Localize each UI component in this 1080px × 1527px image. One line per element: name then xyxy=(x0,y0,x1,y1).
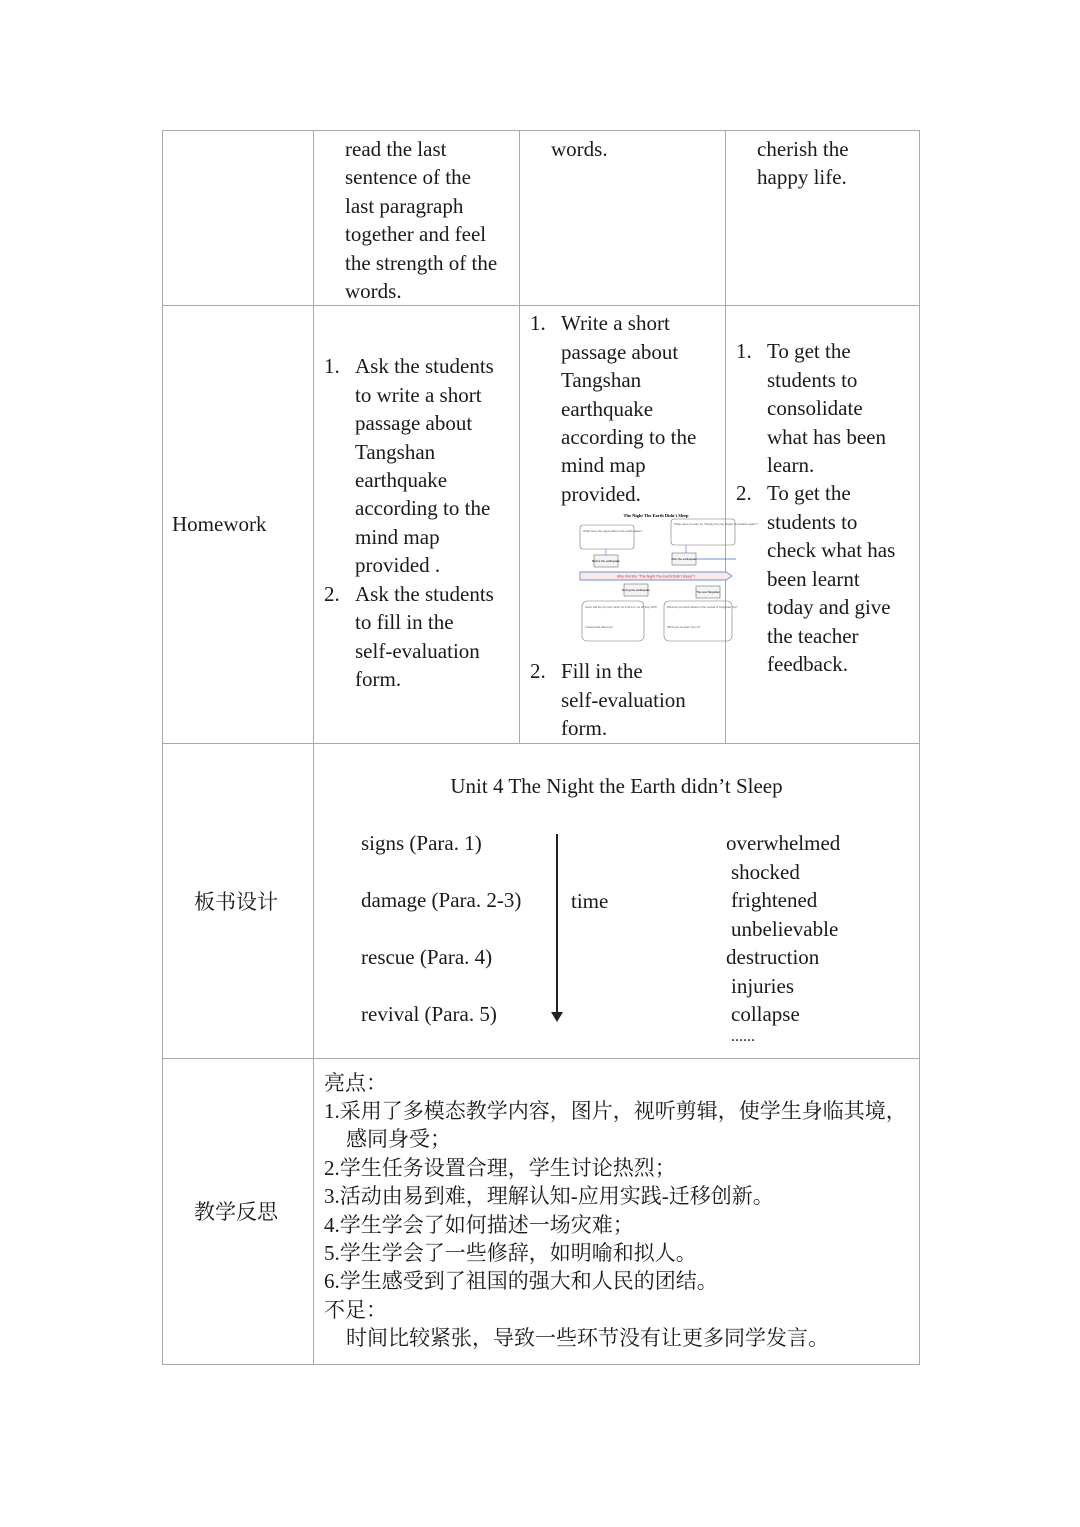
homework-label-cell xyxy=(163,306,314,743)
board-word: unbelievable xyxy=(731,916,839,941)
homework-student-cell xyxy=(520,306,759,743)
homework-student-block xyxy=(530,309,759,742)
shortcomings-heading: 不足： xyxy=(324,1297,387,1322)
board-word: overwhelmed xyxy=(726,830,841,855)
step-line: what has been xyxy=(767,424,886,449)
highlights-list xyxy=(324,1097,911,1296)
step-line: self-evaluation xyxy=(355,638,480,663)
board-word: frightened xyxy=(731,887,818,912)
step-number: 2. xyxy=(736,481,752,506)
purpose-cell xyxy=(726,131,920,306)
step-line: check what has xyxy=(767,538,896,563)
homework-purpose-cell xyxy=(726,306,920,743)
purpose-step xyxy=(736,337,913,479)
board-design-row xyxy=(163,743,920,1058)
student-step xyxy=(530,657,719,742)
purpose-text xyxy=(726,131,919,192)
highlight-item: 4.学生学会了如何描述一场灾难； xyxy=(324,1212,634,1237)
step-number: 1. xyxy=(324,354,340,379)
shortcoming-text: 时间比较紧张，导致一些环节没有让更多同学发言。 xyxy=(346,1326,829,1351)
step-line: to write a short xyxy=(355,382,482,407)
board-title: Unit 4 The Night the Earth didn’t Sleep xyxy=(450,773,783,798)
homework-row xyxy=(163,306,920,743)
mind-map-note-left-2: It lasted that afternoon xyxy=(585,625,613,630)
board-topic-signs: signs (Para. 1) xyxy=(361,830,482,855)
step-line: earthquake xyxy=(355,468,448,493)
board-word: shocked xyxy=(731,859,800,884)
text-line: words. xyxy=(345,279,402,304)
step-number: 1. xyxy=(736,339,752,364)
homework-teacher-list xyxy=(324,352,511,693)
text-line: cherish the xyxy=(757,137,849,161)
step-line: consolidate xyxy=(767,396,863,421)
step-line: students to xyxy=(767,509,858,534)
text-line: words. xyxy=(551,137,608,161)
step-line: students to xyxy=(767,367,858,392)
board-topic-revival: revival (Para. 5) xyxy=(361,1001,497,1026)
board-design-cell xyxy=(314,743,920,1058)
teacher-step xyxy=(324,580,511,694)
step-number: 2. xyxy=(324,581,340,606)
text-line: happy life. xyxy=(757,165,847,190)
step-line: according to the xyxy=(561,425,697,450)
board-topic-damage: damage (Para. 2-3) xyxy=(361,887,522,912)
continuation-row xyxy=(163,131,920,306)
text-line: the strength of the xyxy=(345,250,498,275)
reflection-cell xyxy=(314,1058,920,1364)
text-line: sentence of the xyxy=(345,165,471,190)
text-line: together and feel xyxy=(345,222,487,247)
highlight-item: 1.采用了多模态教学内容，图片，视听剪辑，使学生身临其境， xyxy=(324,1098,907,1123)
timeline-arrow-line xyxy=(556,834,558,1014)
reflection-content xyxy=(314,1059,919,1353)
mind-map-before: Before the earthquake xyxy=(592,559,620,564)
step-line: according to the xyxy=(355,496,491,521)
mind-map-during: During the earthquake xyxy=(622,588,650,593)
step-line: Ask the students xyxy=(355,354,494,379)
mind-map-banner-text: Why this title "The Night The Earth Didn't Sleep"? xyxy=(616,574,696,579)
student-activity-cell xyxy=(520,131,726,306)
step-line: to fill in the xyxy=(355,610,454,635)
mind-map-new-tangshan: The new Tangshan xyxy=(696,590,720,595)
board-label-cell xyxy=(163,743,314,1058)
step-line: form. xyxy=(355,666,402,691)
mind-map-image xyxy=(576,511,759,651)
homework-student-item-2 xyxy=(530,657,719,742)
student-activity-text xyxy=(520,131,725,163)
highlights-heading: 亮点： xyxy=(324,1070,387,1095)
highlight-item: 6.学生感受到了祖国的强大和人民的团结。 xyxy=(324,1269,718,1294)
step-line: passage about xyxy=(355,411,473,436)
step-line: passage about xyxy=(561,339,679,364)
highlight-item-continuation: 感同身受； xyxy=(346,1127,451,1152)
step-line: the teacher xyxy=(767,623,859,648)
step-line: self-evaluation xyxy=(561,687,686,712)
homework-purpose-list xyxy=(736,337,913,678)
step-line: To get the xyxy=(767,339,851,364)
board-design-label: 板书设计 xyxy=(194,889,278,914)
lesson-plan-table xyxy=(162,130,920,1365)
text-line: read the last xyxy=(345,137,447,161)
reflection-row xyxy=(163,1058,920,1364)
step-line: today and give xyxy=(767,595,891,620)
student-step xyxy=(530,309,719,508)
highlight-item: 5.学生学会了一些修辞，如明喻和拟人。 xyxy=(324,1240,697,1265)
step-line: Tangshan xyxy=(355,439,436,464)
step-line: earthquake xyxy=(561,396,654,421)
step-line: Fill in the xyxy=(561,659,643,684)
mind-map-question-signs: What were the signs before the earthquake? xyxy=(583,529,643,534)
board-word: collapse xyxy=(731,1001,800,1026)
mind-map-question-alive: What does it mean by "Slowly the city began to breathe again"? xyxy=(674,522,759,527)
timeline-arrow-head xyxy=(551,1012,563,1022)
mind-map-title: The Night The Earth Didn't Sleep xyxy=(623,513,689,519)
teacher-activity-cell xyxy=(314,131,520,306)
mind-map-note-left: Hours did the city turn ruins? At 3:42 a.m. on 28 July 1976 xyxy=(585,605,657,610)
mind-map-note-right-2: What can we learn from it? xyxy=(667,625,701,630)
step-line: learn. xyxy=(767,453,815,478)
step-number: 2. xyxy=(530,659,546,684)
board-word-ellipsis: ...... xyxy=(731,1027,755,1045)
step-line: feedback. xyxy=(767,651,849,676)
board-word: injuries xyxy=(731,973,794,998)
reflection-label-cell xyxy=(163,1058,314,1364)
mind-map-after: After the earthquake xyxy=(671,557,697,562)
board-time-label: time xyxy=(571,888,609,913)
mind-map-note-right: What do you think helped in the revival of Tangshan city? xyxy=(667,605,738,610)
step-number: 1. xyxy=(530,311,546,336)
board-topic-rescue: rescue (Para. 4) xyxy=(361,944,493,969)
homework-student-item-1 xyxy=(530,309,719,508)
reflection-label: 教学反思 xyxy=(194,1200,278,1224)
step-line: provided . xyxy=(355,553,441,578)
step-line: form. xyxy=(561,716,608,741)
board-word: destruction xyxy=(726,944,820,969)
step-line: provided. xyxy=(561,481,641,506)
board-design xyxy=(314,744,919,1056)
homework-label: Homework xyxy=(172,511,267,536)
empty-label-cell xyxy=(163,131,314,306)
text-line: last paragraph xyxy=(345,193,464,218)
homework-teacher-cell xyxy=(314,306,520,743)
teacher-step xyxy=(324,352,511,579)
step-line: Ask the students xyxy=(355,581,494,606)
step-line: mind map xyxy=(355,524,440,549)
step-line: been learnt xyxy=(767,566,860,591)
step-line: Tangshan xyxy=(561,368,642,393)
highlight-item: 3.活动由易到难，理解认知-应用实践-迁移创新。 xyxy=(324,1184,774,1209)
step-line: Write a short xyxy=(561,311,670,336)
step-line: To get the xyxy=(767,481,851,506)
highlight-item: 2.学生任务设置合理，学生讨论热烈； xyxy=(324,1155,676,1180)
purpose-step xyxy=(736,479,913,678)
teacher-activity-text xyxy=(314,131,519,305)
step-line: mind map xyxy=(561,453,646,478)
